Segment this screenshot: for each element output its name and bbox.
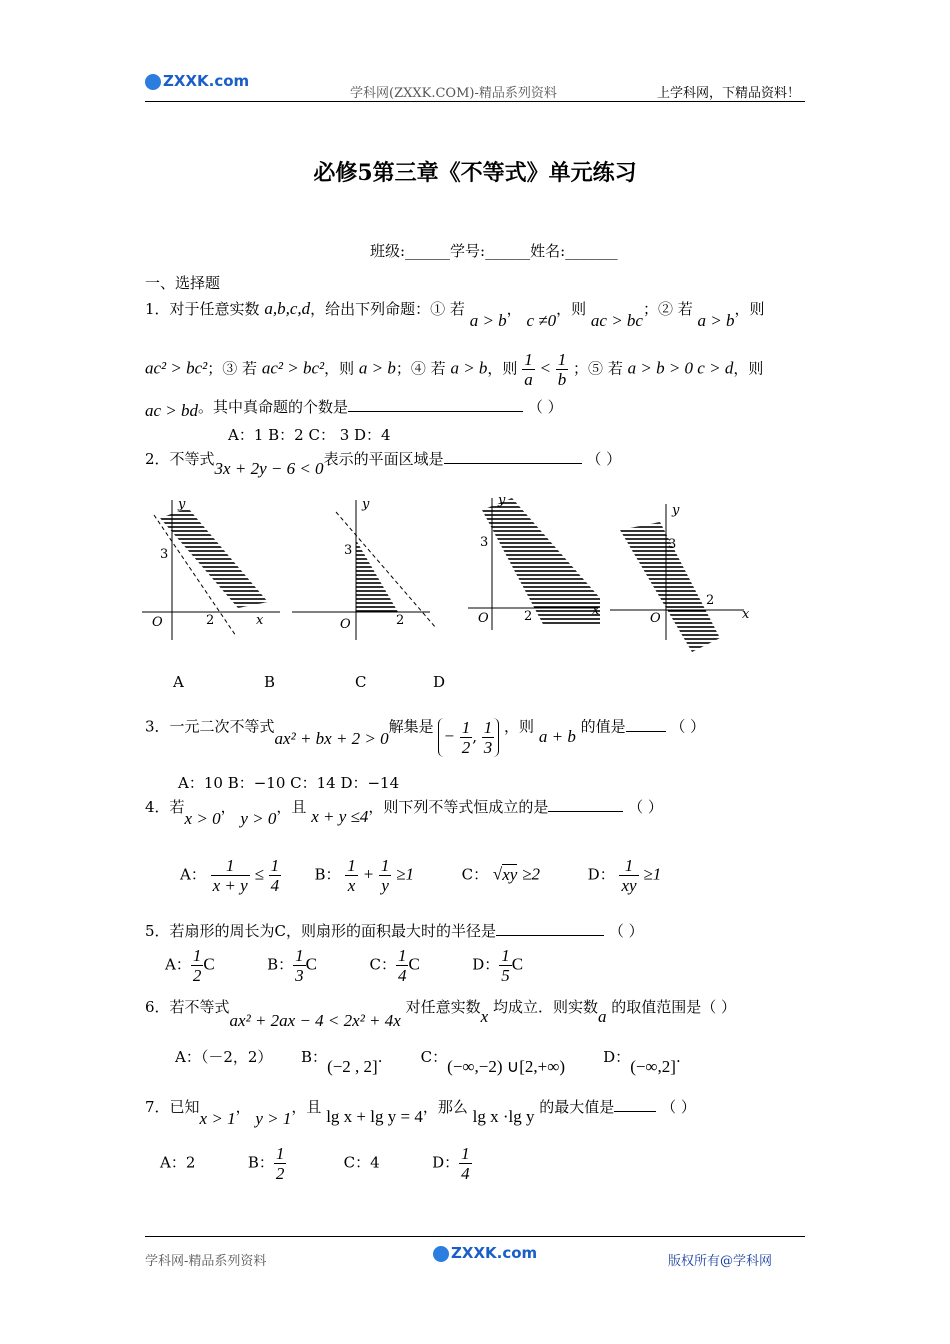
graph-label-b: B xyxy=(264,673,276,691)
footer-right: 版权所有@学科网 xyxy=(668,1254,773,1269)
question-1-line-1: 1．对于任意实数 a,b,c,d，给出下列命题：① 若 a > b， c ≠0，则 ac > bc；② 若 a > b，则 xyxy=(145,299,765,330)
graph-label-d: D xyxy=(433,673,446,691)
graph-label-c: C xyxy=(355,673,367,691)
header-logo: ZXXK.com xyxy=(145,72,249,90)
origin-label: O xyxy=(478,611,489,626)
y-axis-label: y xyxy=(672,503,680,518)
tick-label: 3 xyxy=(344,543,353,558)
answer-blank xyxy=(444,463,582,464)
header-right: 上学科网，下精品资料！ xyxy=(657,86,801,101)
question-4: 4．若x > 0， y > 0，且 x + y ≤4，则下列不等式恒成立的是 （ ） xyxy=(145,798,663,828)
footer-rule xyxy=(145,1236,805,1237)
question-6: 6．若不等式ax² + 2ax − 4 < 2x² + 4x 对任意实数x 均成立．则实数a 的取值范围是（ ） xyxy=(145,998,737,1030)
question-6-options: A：（－2，2） B：(−2 , 2]. C：(−∞,−2) ∪[2,+∞) D：(−∞,2]. xyxy=(175,1048,681,1076)
x-axis-label: x xyxy=(742,607,750,622)
section-heading: 一、选择题 xyxy=(145,274,221,292)
question-4-options: A： $\frac{1}{x + y}$ ≤ $\frac{1}{4}$ B： $\frac{1}{x}$ + $\frac{1}{y}$ ≥1 C： √xy ≥2 D： $\frac{1}{xy}$ ≥1 xyxy=(180,856,662,895)
footer-logo: ZXXK.com xyxy=(433,1244,537,1262)
mascot-icon xyxy=(433,1246,449,1262)
tick-label: 2 xyxy=(396,613,405,628)
question-7: 7．已知x > 1， y > 1，且 lg x + lg y = 4，那么 lg x ·lg y 的最大值是 （ ） xyxy=(145,1098,696,1128)
answer-blank xyxy=(614,1111,656,1112)
tick-label: 3 xyxy=(480,535,489,550)
page-title: 必修5第三章《不等式》单元练习 xyxy=(313,160,637,186)
x-axis-label: x xyxy=(256,613,264,628)
question-1-options: A：1 B：2 C： 3 D：4 xyxy=(228,426,391,444)
tick-label: 3 xyxy=(668,537,677,552)
graph-a xyxy=(142,497,280,640)
question-2: 2．不等式3x + 2y − 6 < 0表示的平面区域是 （ ） xyxy=(145,450,622,478)
x-axis-label: x xyxy=(592,603,600,618)
footer-left: 学科网-精品系列资料 xyxy=(145,1254,267,1269)
solution-set: − $\frac{1}{2}$ , $\frac{1}{3}$ xyxy=(438,718,499,757)
question-1-line-3: ac > bd。其中真命题的个数是 （ ） xyxy=(145,398,563,420)
answer-blank xyxy=(548,811,623,812)
graph-label-a: A xyxy=(173,673,184,691)
y-axis-label: y xyxy=(178,497,186,512)
region-graphs xyxy=(140,490,760,660)
origin-label: O xyxy=(650,611,661,626)
tick-label: 2 xyxy=(524,609,533,624)
y-axis-label: y xyxy=(362,497,370,512)
question-1-line-2: ac² > bc²；③ 若 ac² > bc²，则 a > b；④ 若 a > b，则 $\frac{1}{a}$ < $\frac{1}{b}$ ；⑤ 若 a > b > 0 c > d，则 xyxy=(145,350,764,389)
tick-label: 2 xyxy=(206,613,215,628)
tick-label: 3 xyxy=(160,547,169,562)
mascot-icon xyxy=(145,74,161,90)
tick-label: 2 xyxy=(706,593,715,608)
answer-blank xyxy=(496,935,604,936)
question-3-options: A：10 B：−10 C：14 D：−14 xyxy=(178,774,400,792)
header-rule xyxy=(145,101,805,102)
question-5: 5．若扇形的周长为C，则扇形的面积最大时的半径是 （ ） xyxy=(145,922,644,940)
header-center: 学科网(ZXXK.COM)-精品系列资料 xyxy=(350,86,557,101)
origin-label: O xyxy=(152,615,163,630)
info-line: 班级:______学号:______姓名:_______ xyxy=(370,242,618,260)
graph-b xyxy=(292,497,436,640)
answer-blank xyxy=(348,411,523,412)
answer-blank xyxy=(626,731,666,732)
origin-label: O xyxy=(340,617,351,632)
question-7-options: A：2 B： $\frac{1}{2}$ C：4 D： $\frac{1}{4}$ xyxy=(160,1144,470,1183)
y-axis-label: y xyxy=(498,493,506,508)
question-5-options: A： $\frac{1}{2}$ C B： $\frac{1}{3}$ C C： $\frac{1}{4}$ C D： $\frac{1}{5}$ C xyxy=(165,946,524,985)
graph-c xyxy=(468,493,600,630)
question-3: 3．一元二次不等式ax² + bx + 2 > 0解集是 − $\frac{1}{2}$ , $\frac{1}{3}$ ，则 a + b 的值是 （ ） xyxy=(145,717,706,757)
graph-d xyxy=(610,503,750,652)
